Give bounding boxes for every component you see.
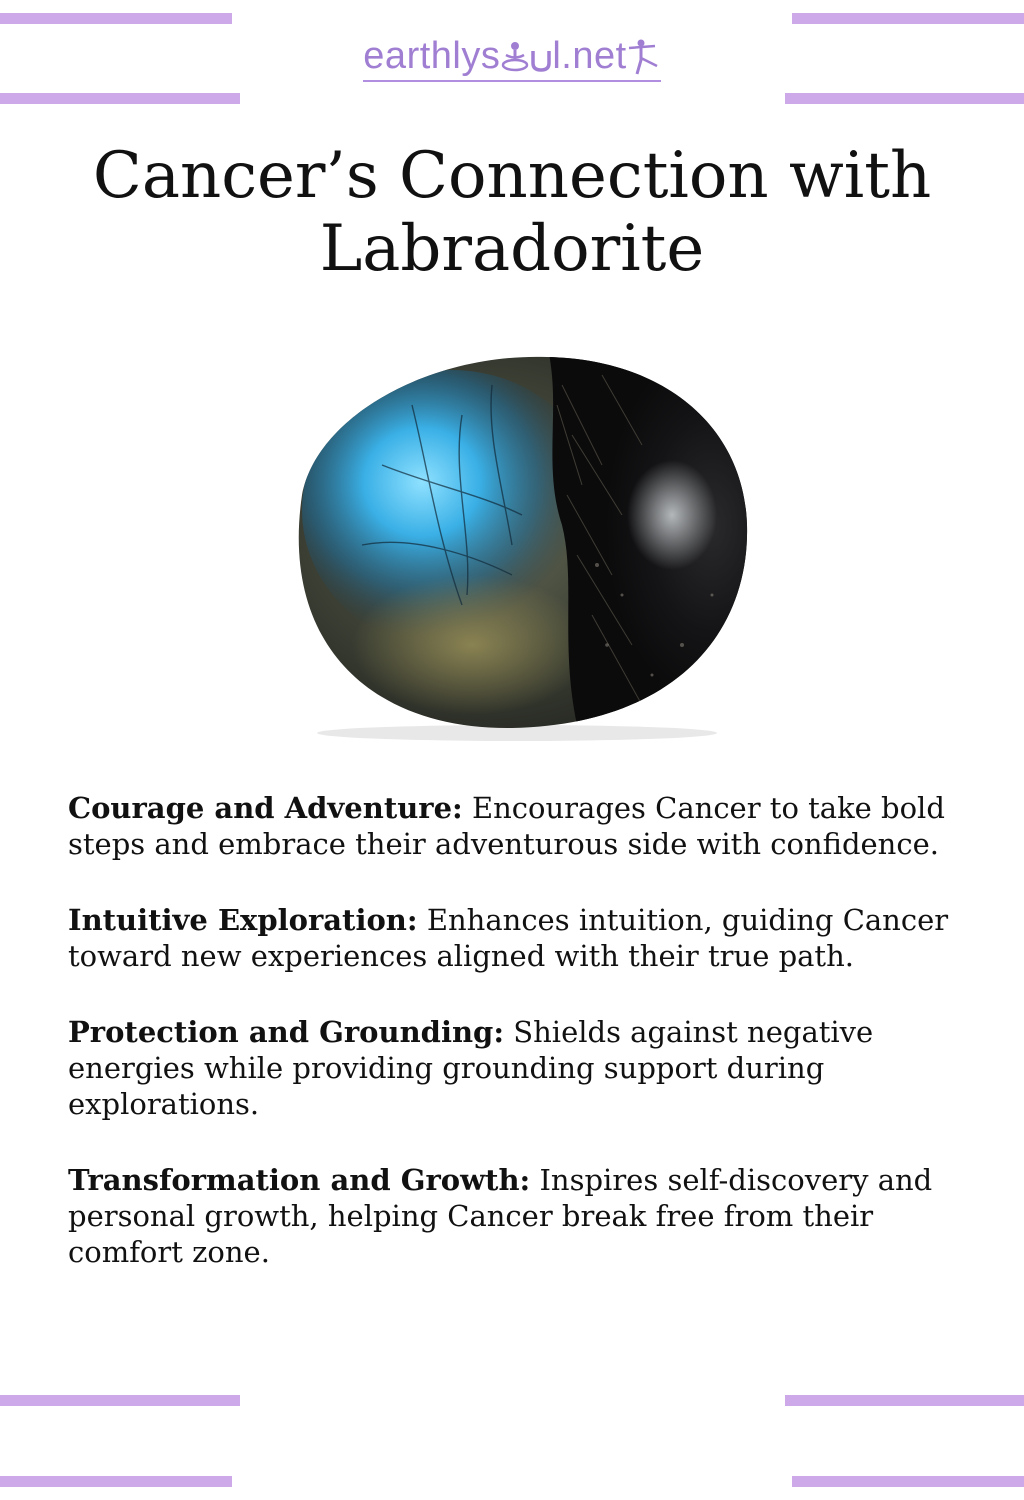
- top-left-bar-2: [0, 93, 240, 104]
- benefit-item: [68, 790, 964, 862]
- site-logo[interactable]: [0, 34, 1024, 94]
- benefit-heading: Transformation and Growth:: [68, 1163, 531, 1197]
- page-title: Cancer’s Connection with Labradorite: [92, 139, 932, 286]
- logo-u-letter-icon: [530, 39, 552, 73]
- logo-text: [363, 34, 660, 82]
- bottom-left-bar-2: [0, 1476, 232, 1487]
- benefit-item: [68, 1014, 964, 1122]
- logo-text-start: earthlys: [363, 35, 501, 77]
- logo-text-end: l.net: [552, 35, 627, 77]
- top-right-bar-2: [785, 93, 1024, 104]
- top-right-bar-1: [792, 13, 1024, 24]
- benefit-heading: Courage and Adventure:: [68, 791, 463, 825]
- benefit-text: Shields against negative energies while providing grounding support during explorations.: [68, 1015, 874, 1121]
- bottom-right-bar-2: [792, 1476, 1024, 1487]
- top-left-bar-1: [0, 13, 232, 24]
- benefit-text: Encourages Cancer to take bold steps and embrace their adventurous side with confidence.: [68, 791, 945, 861]
- benefit-heading: Intuitive Exploration:: [68, 903, 418, 937]
- labradorite-stone-image: [262, 345, 762, 745]
- benefit-text: Inspires self-discovery and personal growth, helping Cancer break free from their comfort zone.: [68, 1163, 933, 1269]
- meditation-figure-icon: [500, 39, 530, 73]
- dancer-figure-icon: [627, 36, 661, 76]
- bottom-left-bar-1: [0, 1395, 240, 1406]
- benefit-item: [68, 902, 964, 974]
- benefit-text: Enhances intuition, guiding Cancer toward new experiences aligned with their true path.: [68, 903, 949, 973]
- benefits-list: [68, 790, 964, 1310]
- bottom-right-bar-1: [785, 1395, 1024, 1406]
- benefit-heading: Protection and Grounding:: [68, 1015, 505, 1049]
- benefit-item: [68, 1162, 964, 1270]
